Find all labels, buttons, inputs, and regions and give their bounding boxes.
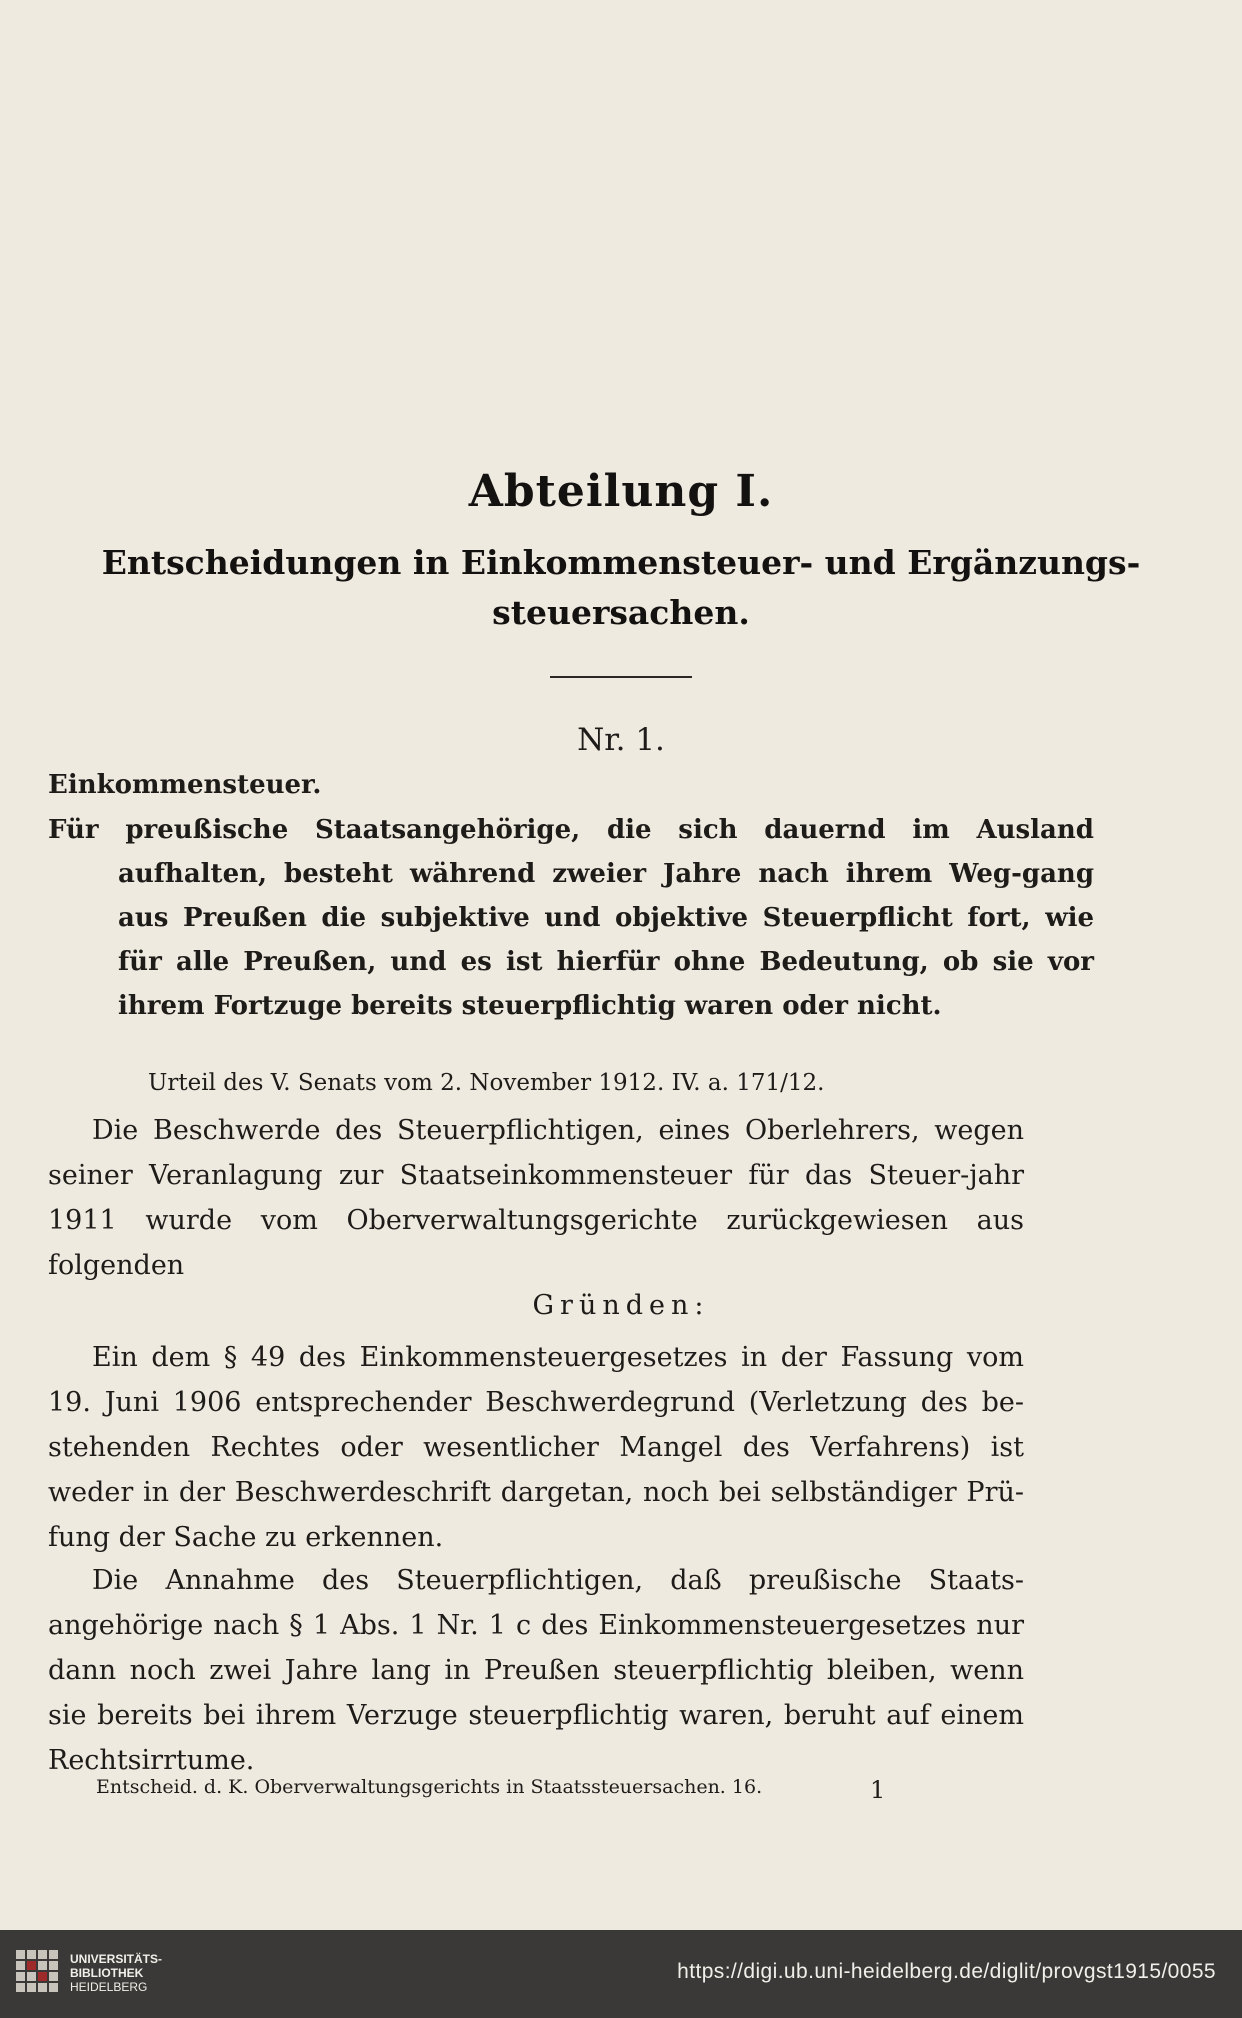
body-paragraph: Ein dem § 49 des Einkommensteuergesetzes in der Fassung vom 19. Juni 1906 entsprechender Beschwerdegrund (Verletzung des be-stehenden Rechtes oder wesentlicher Mangel des Verfahrens) ist weder in der Beschwerdeschrift dargetan, noch bei selbständiger Prü-fung der Sache zu erkennen. xyxy=(48,1342,1024,1553)
printer-signature: Entscheid. d. K. Oberverwaltungsgerichts in Staatssteuersachen. 16. xyxy=(96,1776,763,1798)
library-name-line: UNIVERSITÄTS- xyxy=(70,1952,163,1966)
headnote: Für preußische Staatsangehörige, die sich dauernd im Ausland aufhalten, besteht während zweier Jahre nach ihrem Weg-gang aus Preußen die subjektive und objektive Steuerpflicht fort, wie für alle Preußen, und es ist hierfür ohne Bedeutung, ob sie vor ihrem Fortzuge bereits steuerpflichtig waren oder nicht. xyxy=(48,815,1094,1021)
library-name-line: BIBLIOTHEK xyxy=(70,1966,144,1980)
permalink-url[interactable]: https://digi.ub.uni-heidelberg.de/diglit/provgst1915/0055 xyxy=(677,1960,1216,1983)
heidelberg-university-library-logo[interactable] xyxy=(14,1948,62,1996)
reasons-heading: Gründen: xyxy=(532,1290,710,1321)
library-name-line: HEIDELBERG xyxy=(70,1980,148,1994)
library-name[interactable] xyxy=(70,1952,162,1994)
sheet-number: 1 xyxy=(870,1776,886,1804)
decision-number: Nr. 1. xyxy=(577,722,665,758)
separator-rule xyxy=(550,676,692,678)
body-paragraph: Die Annahme des Steuerpflichtigen, daß preußische Staats-angehörige nach § 1 Abs. 1 Nr. 1 c des Einkommensteuergesetzes nur dann noch zwei Jahre lang in Preußen steuerpflichtig bleiben, wenn sie bereits bei ihrem Verzuge steuerpflichtig waren, beruht auf einem Rechtsirrtume. xyxy=(48,1565,1024,1776)
decision-topic: Einkommensteuer. xyxy=(48,770,322,800)
judgment-citation: Urteil des V. Senats vom 2. November 1912. IV. a. 171/12. xyxy=(148,1070,825,1096)
body-paragraph: Die Beschwerde des Steuerpflichtigen, eines Oberlehrers, wegen seiner Veranlagung zur Staatseinkommensteuer für das Steuer-jahr 1911 wurde vom Oberverwaltungsgerichte zurückgewiesen aus folgenden xyxy=(48,1115,1024,1281)
section-heading: Abteilung I. xyxy=(468,466,774,517)
section-title: Entscheidungen in Einkommensteuer- und Ergänzungs-steuersachen. xyxy=(101,543,1141,632)
